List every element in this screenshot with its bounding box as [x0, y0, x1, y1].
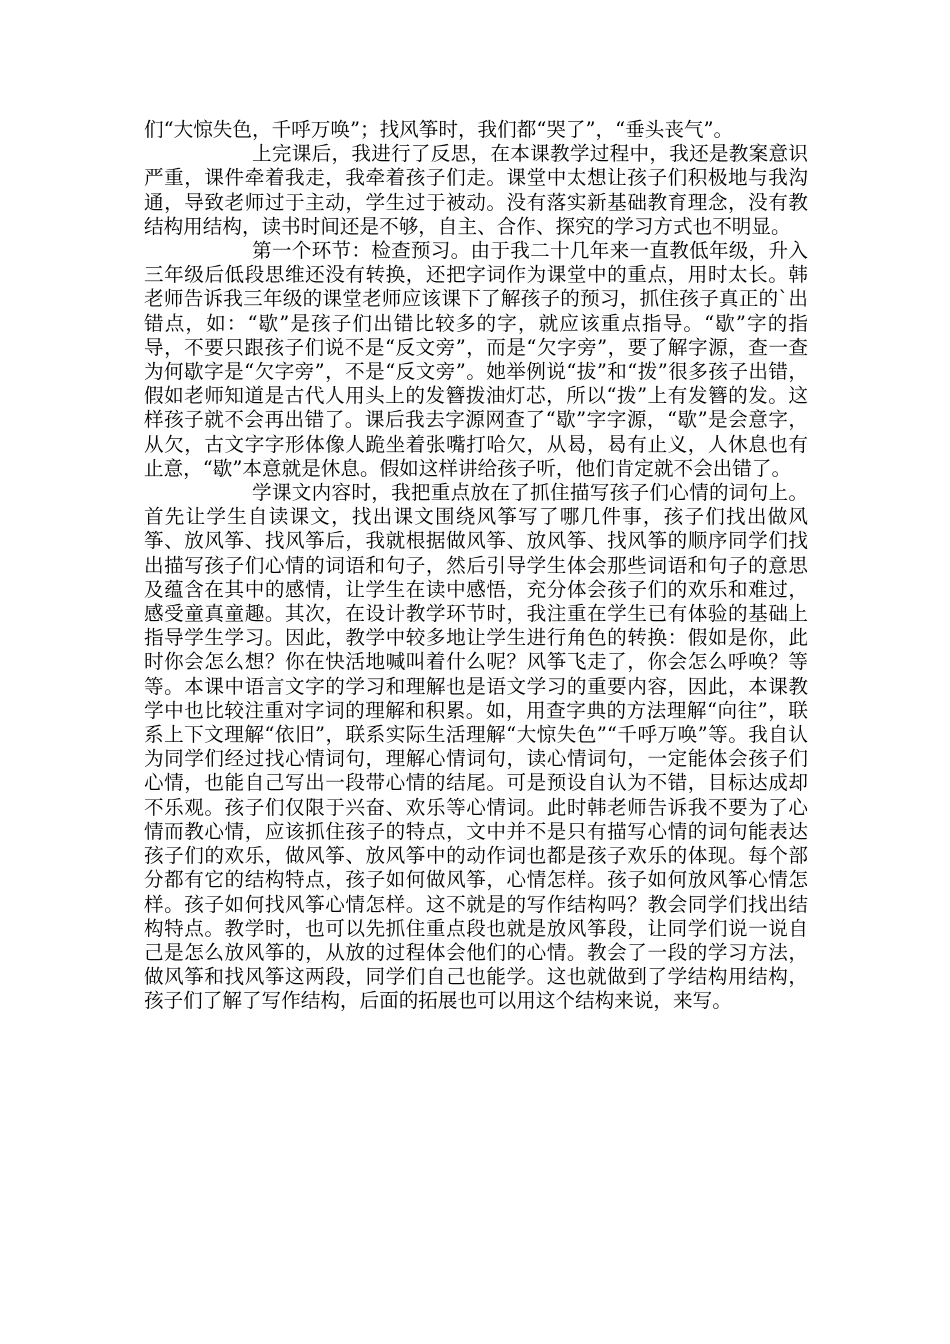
paragraph-continuation: 们“大惊失色，千呼万唤”；找风筝时，我们都“哭了”，“垂头丧气”。 — [144, 118, 734, 141]
body-text — [144, 118, 808, 1014]
paragraph-preview-check: 第一个环节：检查预习。由于我二十几年来一直教低年级，升入三年级后低段思维还没有转换，还把字词作为课堂中的重点，用时太长。韩老师告诉我三年级的课堂老师应该课下了解孩子的预习，抓住孩子真正的`出错点，如：“歇”是孩子们出错比较多的字，就应该重点指导。“歇”字的指导，不要只跟孩子们说不是“反文旁”，而是“欠字旁”，要了解字源，查一查为何歇字是“欠字旁”，不是“反文旁”。她举例说“拔”和“拨”很多孩子出错，假如老师知道是古代人用头上的发簪拨油灯芯，所以“拨”上有发簪的发。这样孩子就不会再出错了。课后我去字源网查了“歇”字字源，“歇”是会意字，从欠，古文字字形体像人跪坐着张嘴打哈欠，从曷，曷有止义，人休息也有止意，“歇”本意就是休息。假如这样讲给孩子听，他们肯定就不会出错了。 — [144, 239, 808, 480]
paragraph-reflection: 上完课后，我进行了反思，在本课教学过程中，我还是教案意识严重，课件牵着我走，我牵着孩子们走。课堂中太想让孩子们积极地与我沟通，导致老师过于主动，学生过于被动。没有落实新基础教育理念，没有教结构用结构，读书时间还是不够，自主、合作、探究的学习方式也不明显。 — [144, 142, 808, 238]
paragraph-lesson-content: 学课文内容时，我把重点放在了抓住描写孩子们心情的词句上。首先让学生自读课文，找出课文围绕风筝写了哪几件事，孩子们找出做风筝、放风筝、找风筝后，我就根据做风筝、放风筝、找风筝的顺序同学们找出描写孩子们心情的词语和句子，然后引导学生体会那些词语和句子的意思及蕴含在其中的感情，让学生在读中感悟，充分体会孩子们的欢乐和难过，感受童真童趣。其次，在设计教学环节时，我注重在学生已有体验的基础上指导学生学习。因此，教学中较多地让学生进行角色的转换：假如是你，此时你会怎么想？你在快活地喊叫着什么呢？风筝飞走了，你会怎么呼唤？等等。本课中语言文字的学习和理解也是语文学习的重要内容，因此，本课教学中也比较注重对字词的理解和积累。如，用查字典的方法理解“向往”，联系上下文理解“依旧”，联系实际生活理解“大惊失色”“千呼万唤”等。我自认为同学们经过找心情词句，理解心情词句，读心情词句，一定能体会孩子们心情，也能自己写出一段带心情的结尾。可是预设自认为不错，目标达成却不乐观。孩子们仅限于兴奋、欢乐等心情词。此时韩老师告诉我不要为了心情而教心情，应该抓住孩子的特点，文中并不是只有描写心情的词句能表达孩子们的欢乐，做风筝、放风筝中的动作词也都是孩子欢乐的体现。每个部分都有它的结构特点，孩子如何做风筝，心情怎样。孩子如何放风筝心情怎样。孩子如何找风筝心情怎样。这不就是的写作结构吗？教会同学们找出结构特点。教学时，也可以先抓住重点段也就是放风筝段，让同学们说一说自己是怎么放风筝的，从放的过程体会他们的心情。教会了一段的学习方法，做风筝和找风筝这两段，同学们自己也能学。这也就做到了学结构用结构，孩子们了解了写作结构，后面的拓展也可以用这个结构来说，来写。 — [144, 481, 808, 1013]
